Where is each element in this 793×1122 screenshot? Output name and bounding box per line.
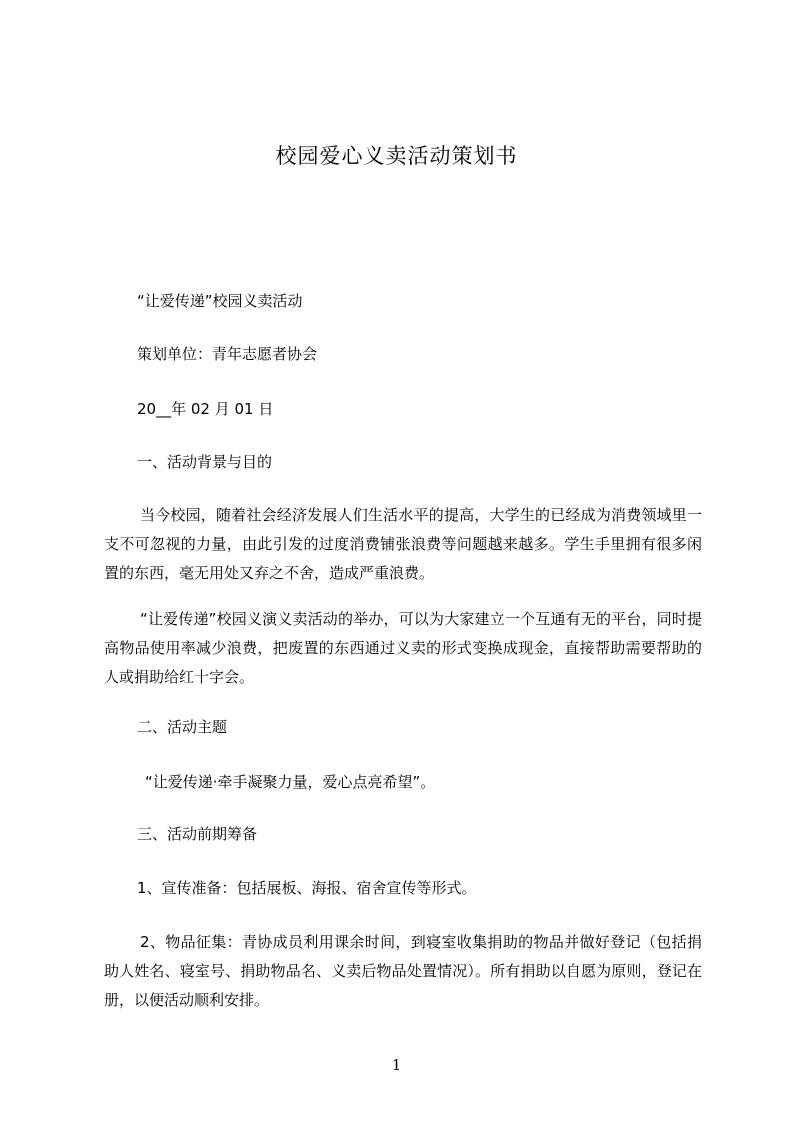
theme-line: “让爱传递·牵手凝聚力量，爱心点亮希望”。 bbox=[145, 773, 436, 791]
section-2-heading: 二、活动主题 bbox=[137, 718, 228, 736]
page-number: 1 bbox=[391, 1056, 402, 1074]
date-line: 20__年 02 月 01 日 bbox=[137, 400, 274, 418]
organizer-line: 策划单位：青年志愿者协会 bbox=[137, 345, 318, 363]
section-1-paragraph-2: “让爱传递”校园义演义卖活动的举办，可以为大家建立一个互通有无的平台，同时提高物品使用率减少浪费，把废置的东西通过义卖的形式变换成现金，直接帮助需要帮助的人或捐助给红十字会。 bbox=[104, 610, 702, 686]
document-title: 校园爱心义卖活动策划书 bbox=[275, 144, 518, 168]
prep-item-1: 1、宣传准备：包括展板、海报、宿舍宣传等形式。 bbox=[137, 879, 477, 897]
section-1-heading: 一、活动背景与目的 bbox=[137, 453, 273, 471]
section-3-heading: 三、活动前期筹备 bbox=[137, 825, 258, 843]
section-1-paragraph-1: 当今校园，随着社会经济发展人们生活水平的提高，大学生的已经成为消费领域里一支不可忽视的力量，由此引发的过度消费铺张浪费等问题越来越多。学生手里拥有很多闲置的东西，毫无用处又弃之不舍，造成严重浪费。 bbox=[104, 506, 702, 582]
prep-item-2: 2、物品征集：青协成员利用课余时间，到寝室收集捐助的物品并做好登记（包括捐助人姓名、寝室号、捐助物品名、义卖后物品处置情况）。所有捐助以自愿为原则，登记在册，以便活动顺利安排。 bbox=[104, 933, 702, 1009]
activity-subtitle: “让爱传递”校园义卖活动 bbox=[137, 292, 303, 310]
